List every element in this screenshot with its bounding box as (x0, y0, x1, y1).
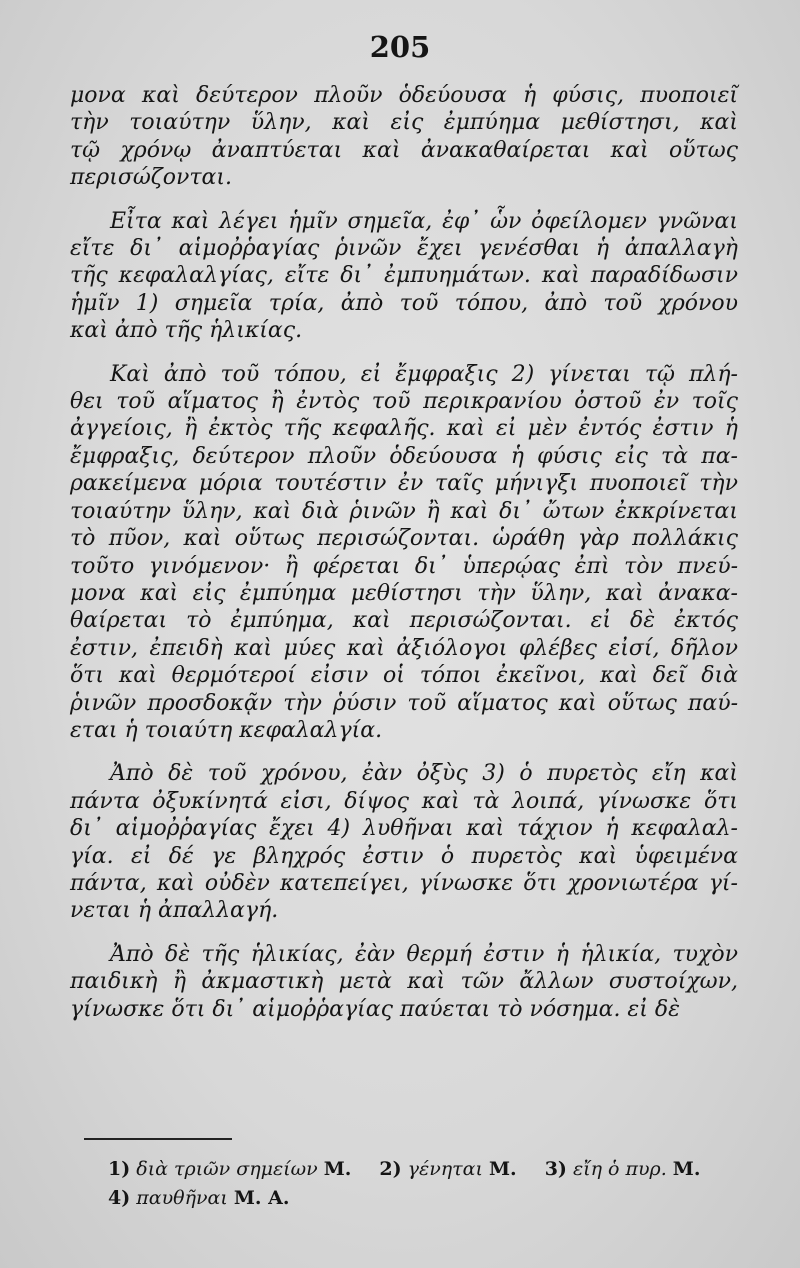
footnote-siglum: M. (672, 1158, 701, 1180)
text-line: ἔμφραξις, δεύτερον πλοῦν ὁδεύουσα ἡ φύσις εἰς τὰ πα- (70, 443, 738, 469)
text-line: πάντα ὀξυκίνητά εἰσι, δίψος καὶ τὰ λοιπά, γίνωσκε ὅτι (70, 788, 738, 814)
text-line: γία. εἰ δέ γε βληχρός ἐστιν ὁ πυρετὸς καὶ ὑφειμένα (70, 843, 738, 869)
footnote-number: 3) (544, 1158, 567, 1180)
paragraph (70, 941, 738, 1023)
text-line: ἀγγείοις, ἢ ἐκτὸς τῆς κεφαλῆς. καὶ εἰ μὲν ἐντός ἐστιν ἡ (70, 416, 738, 442)
text-line: τὸ πῦον, καὶ οὕτως περισώζονται. ὡράθη γὰρ πολλάκις (70, 526, 738, 552)
text-line: τῆς κεφαλαλγίας, εἴτε δι᾽ ἐμπυημάτων. καὶ παραδίδωσιν (70, 263, 738, 289)
page-number: 205 (369, 30, 431, 64)
footnote-line (108, 1155, 748, 1184)
footnote-rule (84, 1138, 232, 1140)
text-line: δι᾽ αἱμοῤῥαγίας ἔχει 4) λυθῆναι καὶ τάχιον ἡ κεφαλαλ- (70, 816, 738, 842)
footnote-siglum: M. (488, 1158, 517, 1180)
text-line: ἐστιν, ἐπειδὴ καὶ μύες καὶ ἀξιόλογοι φλέβες εἰσί, δῆλον (70, 635, 738, 661)
text-line: νεται ἡ ἀπαλλαγή. (70, 898, 279, 924)
footnotes (108, 1155, 748, 1213)
body-text (70, 82, 738, 1039)
text-line: ρακείμενα μόρια τουτέστιν ἐν ταῖς μήνιγξι πυοποιεῖ τὴν (70, 471, 738, 497)
text-line: περισώζονται. (70, 165, 232, 191)
text-line: πάντα, καὶ οὐδὲν κατεπείγει, γίνωσκε ὅτι χρονιωτέρα γί- (70, 870, 738, 896)
footnote-line (108, 1184, 748, 1213)
paragraph (70, 361, 738, 745)
footnote-text: παυθῆναι (136, 1187, 228, 1209)
footnote-number: 4) (108, 1187, 131, 1209)
paragraph (70, 760, 738, 924)
text-line: ῥινῶν προσδοκᾷν τὴν ῥύσιν τοῦ αἵματος καὶ οὕτως παύ- (70, 690, 738, 716)
text-line: καὶ ἀπὸ τῆς ἡλικίας. (70, 318, 303, 344)
paragraph (70, 208, 738, 345)
footnote-text: εἴη ὁ πυρ. (572, 1158, 667, 1180)
text-line: τοιαύτην ὕλην, καὶ διὰ ῥινῶν ἢ καὶ δι᾽ ὤτων ἐκκρίνεται (70, 498, 738, 524)
text-line: Ἀπὸ δὲ τῆς ἡλικίας, ἐὰν θερμή ἐστιν ἡ ἡλικία, τυχὸν (110, 941, 738, 967)
footnote-number: 1) (108, 1158, 131, 1180)
footnote-text: γένηται (407, 1158, 483, 1180)
text-line: μονα καὶ δεύτερον πλοῦν ὁδεύουσα ἡ φύσις, πυοποιεῖ (70, 83, 738, 108)
footnote-number: 2) (379, 1158, 402, 1180)
text-line: γίνωσκε ὅτι δι᾽ αἱμοῤῥαγίας παύεται τὸ νόσημα. εἰ δὲ (70, 996, 680, 1022)
text-line: θαίρεται τὸ ἐμπύημα, καὶ περισώζονται. εἰ δὲ ἐκτός (70, 608, 738, 634)
text-line: τῷ χρόνῳ ἀναπτύεται καὶ ἀνακαθαίρεται καὶ οὕτως (70, 137, 738, 163)
text-line: εται ἡ τοιαύτη κεφαλαλγία. (70, 717, 383, 743)
text-line: ἡμῖν 1) σημεῖα τρία, ἀπὸ τοῦ τόπου, ἀπὸ τοῦ χρόνου (70, 290, 738, 316)
text-line: Εἶτα καὶ λέγει ἡμῖν σημεῖα, ἐφ᾽ ὧν ὀφείλομεν γνῶναι (110, 208, 738, 234)
paragraph (70, 82, 738, 192)
text-line: Ἀπὸ δὲ τοῦ χρόνου, ἐὰν ὀξὺς 3) ὁ πυρετὸς εἴη καὶ (110, 761, 738, 787)
text-line: παιδικὴ ἢ ἀκμαστικὴ μετὰ καὶ τῶν ἄλλων συστοίχων, (70, 969, 738, 995)
text-line: τὴν τοιαύτην ὕλην, καὶ εἰς ἐμπύημα μεθίστησι, καὶ (70, 110, 738, 136)
footnote-siglum: M. A. (233, 1187, 290, 1209)
text-line: Καὶ ἀπὸ τοῦ τόπου, εἰ ἔμφραξις 2) γίνεται τῷ πλή- (110, 361, 738, 387)
text-line: εἴτε δι᾽ αἱμοῤῥαγίας ῥινῶν ἔχει γενέσθαι ἡ ἀπαλλαγὴ (70, 236, 738, 262)
text-line: ὅτι καὶ θερμότεροί εἰσιν οἱ τόποι ἐκεῖνοι, καὶ δεῖ διὰ (70, 663, 738, 689)
text-line: μονα καὶ εἰς ἐμπύημα μεθίστησι τὴν ὕλην, καὶ ἀνακα- (70, 580, 738, 606)
text-line: τοῦτο γινόμενον· ἢ φέρεται δι᾽ ὑπερῴας ἐπὶ τὸν πνεύ- (70, 553, 738, 579)
footnote-text: διὰ τριῶν σημείων (136, 1158, 318, 1180)
text-line: θει τοῦ αἵματος ἢ ἐντὸς τοῦ περικρανίου ὀστοῦ ἐν τοῖς (70, 389, 738, 415)
footnote-siglum: M. (323, 1158, 352, 1180)
